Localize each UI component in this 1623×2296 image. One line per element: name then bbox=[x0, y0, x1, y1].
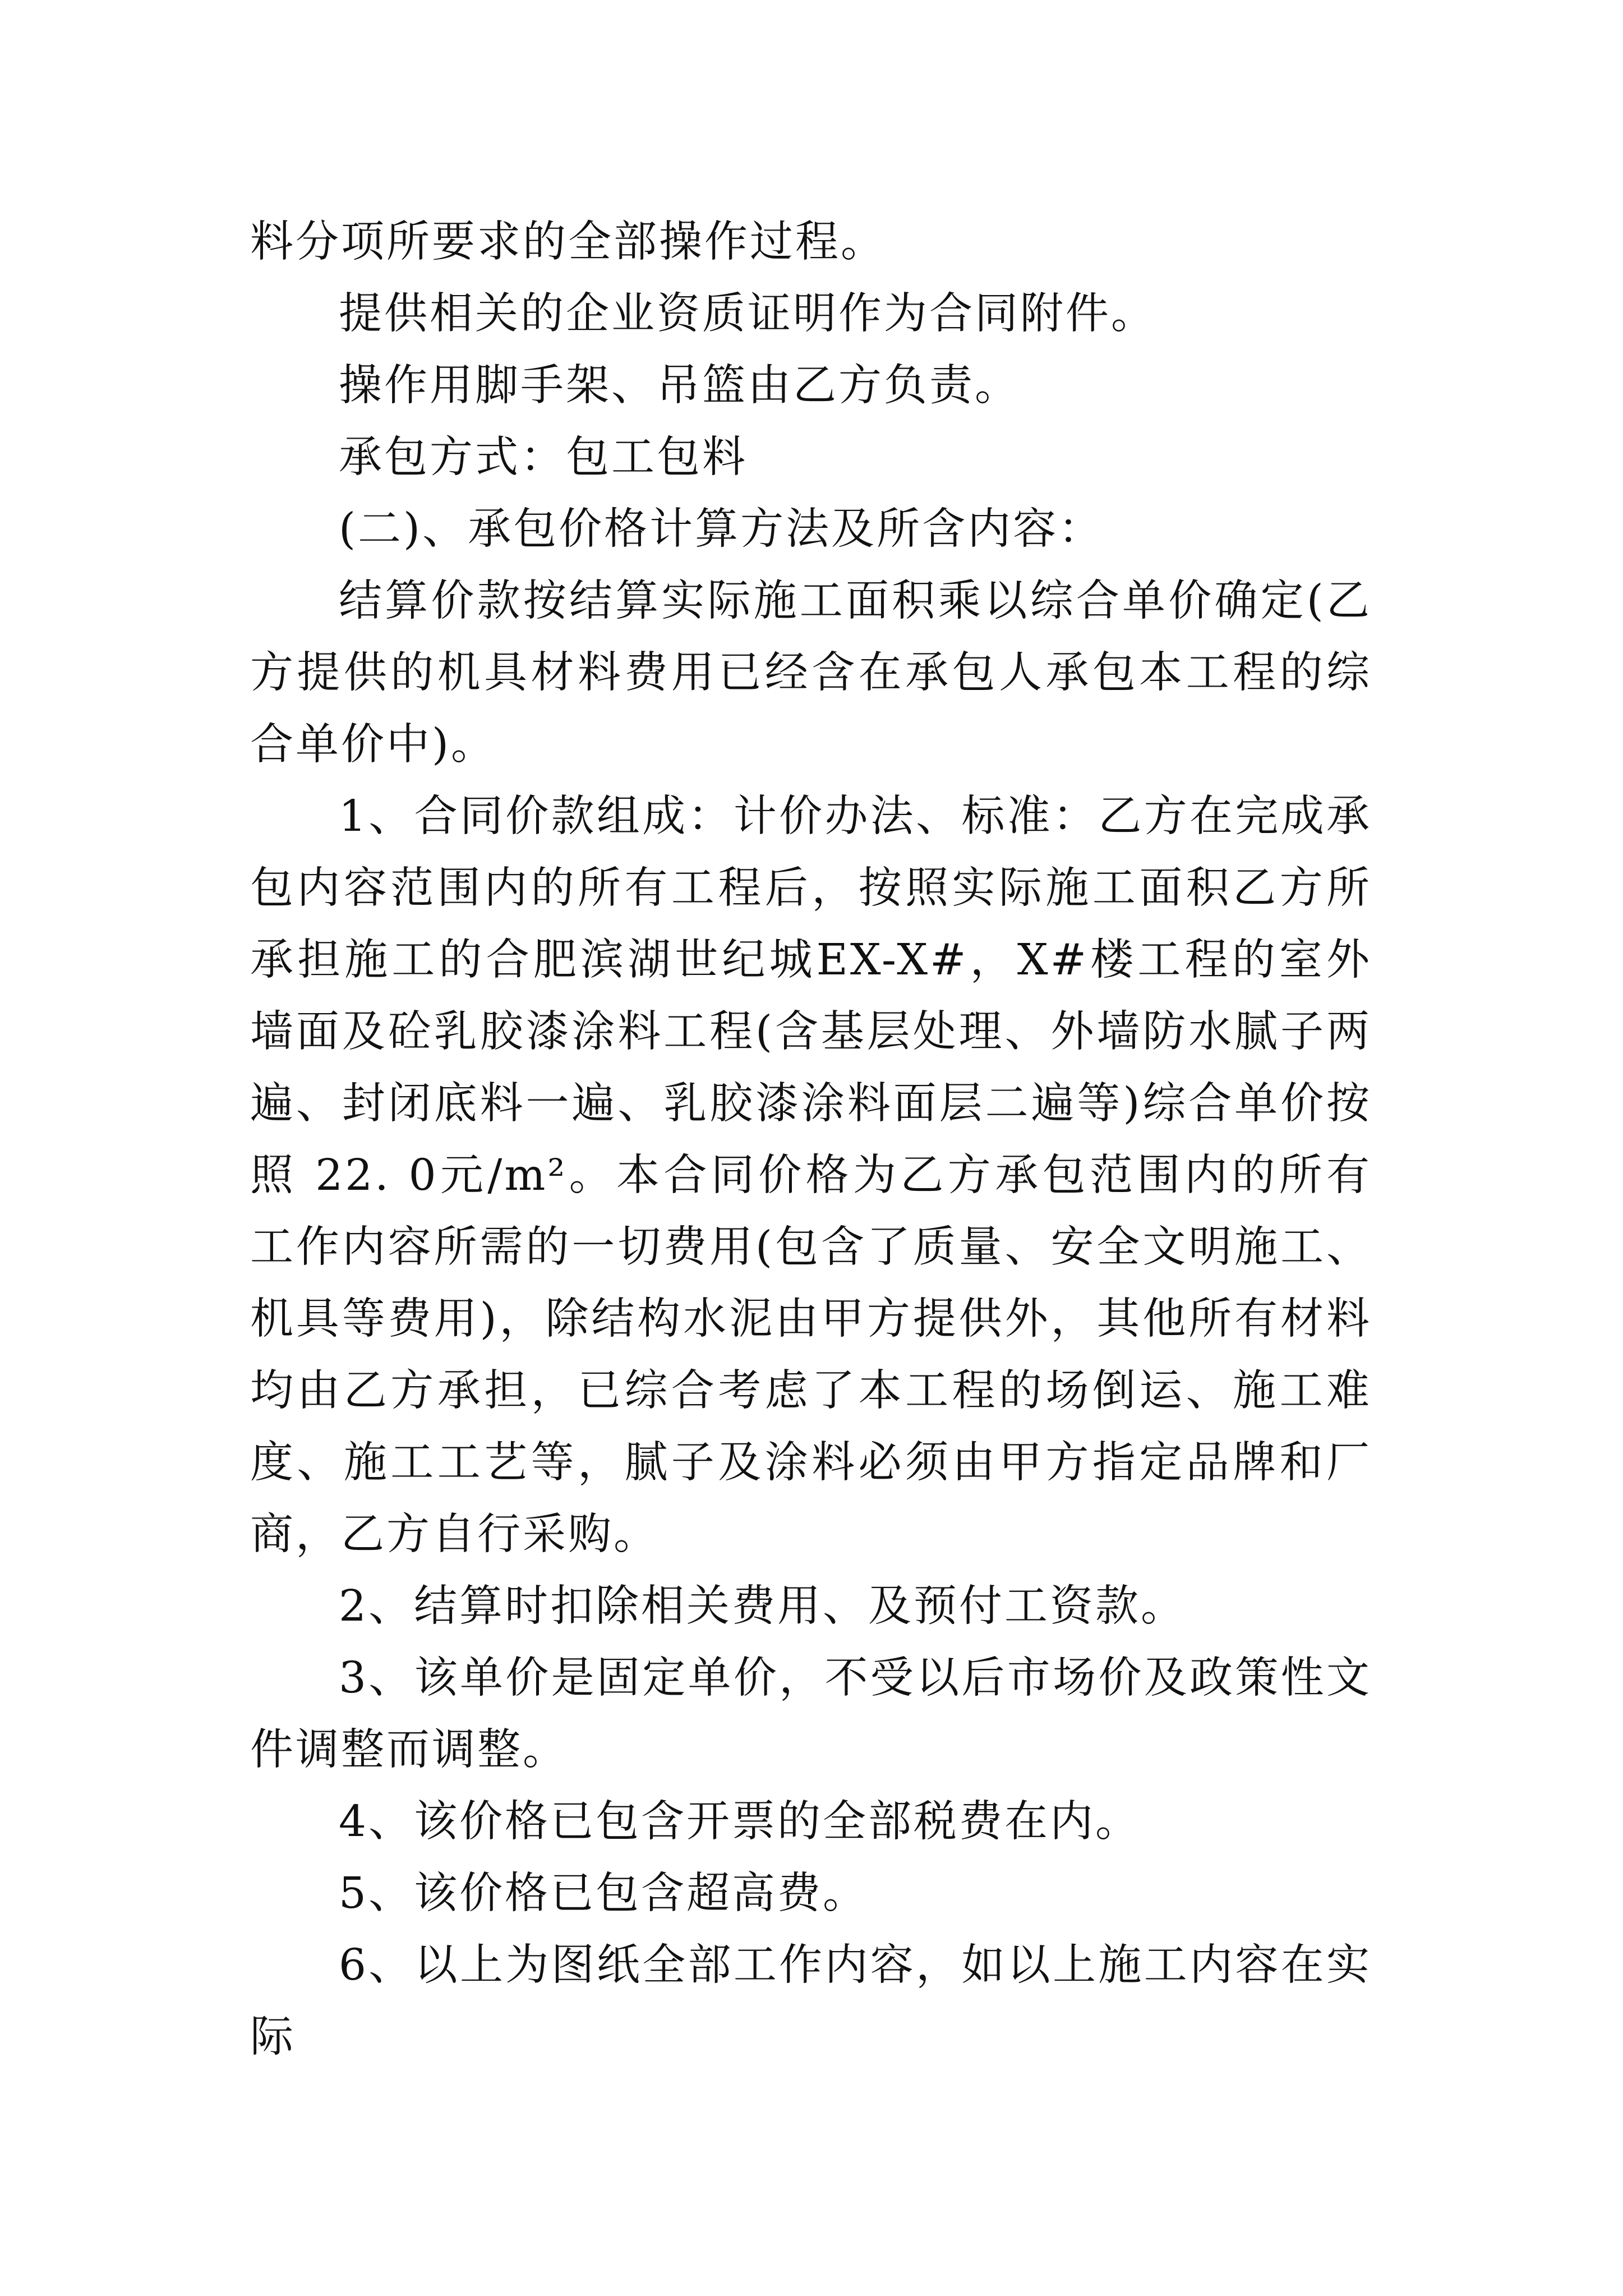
paragraph-qualification: 提供相关的企业资质证明作为合同附件。 bbox=[339, 289, 1156, 339]
clause-1-contract-price: 1、合同价款组成：计价办法、标准：乙方在完成承包内容范围内的所有工程后，按照实际施工面积乙方所承担施工的合肥滨湖世纪城EX-X#，X#楼工程的室外墙面及砼乳胶漆涂料工程(含基层处理、外墙防水腻子两遍、封闭底料一遍、乳胶漆涂料面层二遍等)综合单价按照 22. 0元/m²。本合同价格为乙方承包范围内的所有工作内容所需的一切费用(包含了质量、安全文明施工、机具等费用)，除结构水泥由甲方提供外，其他所有材料均由乙方承担，已综合考虑了本工程的场倒运、施工难度、施工工艺等，腻子及涂料必须由甲方指定品牌和厂商，乙方自行采购。 bbox=[250, 792, 1372, 1559]
clause-5-height-fee: 5、该价格已包含超高费。 bbox=[339, 1869, 868, 1918]
paragraph-scaffolding: 操作用脚手架、吊篮由乙方负责。 bbox=[339, 361, 1020, 411]
document-body bbox=[250, 206, 1372, 2073]
paragraph-continuation: 料分项所要求的全部操作过程。 bbox=[250, 217, 886, 267]
section-heading-pricing: (二)、承包价格计算方法及所含内容： bbox=[339, 504, 1104, 554]
clause-6-scope: 6、以上为图纸全部工作内容，如以上施工内容在实际 bbox=[250, 1940, 1372, 2062]
paragraph-settlement: 结算价款按结算实际施工面积乘以综合单价确定(乙方提供的机具材料费用已经含在承包人承包本工程的综合单价中)。 bbox=[250, 576, 1372, 770]
clause-4-taxes: 4、该价格已包含开票的全部税费在内。 bbox=[339, 1797, 1141, 1847]
paragraph-contract-method: 承包方式：包工包料 bbox=[339, 432, 748, 482]
clause-3-fixed-price: 3、该单价是固定单价，不受以后市场价及政策性文件调整而调整。 bbox=[250, 1653, 1372, 1775]
clause-2-deductions: 2、结算时扣除相关费用、及预付工资款。 bbox=[339, 1581, 1186, 1631]
